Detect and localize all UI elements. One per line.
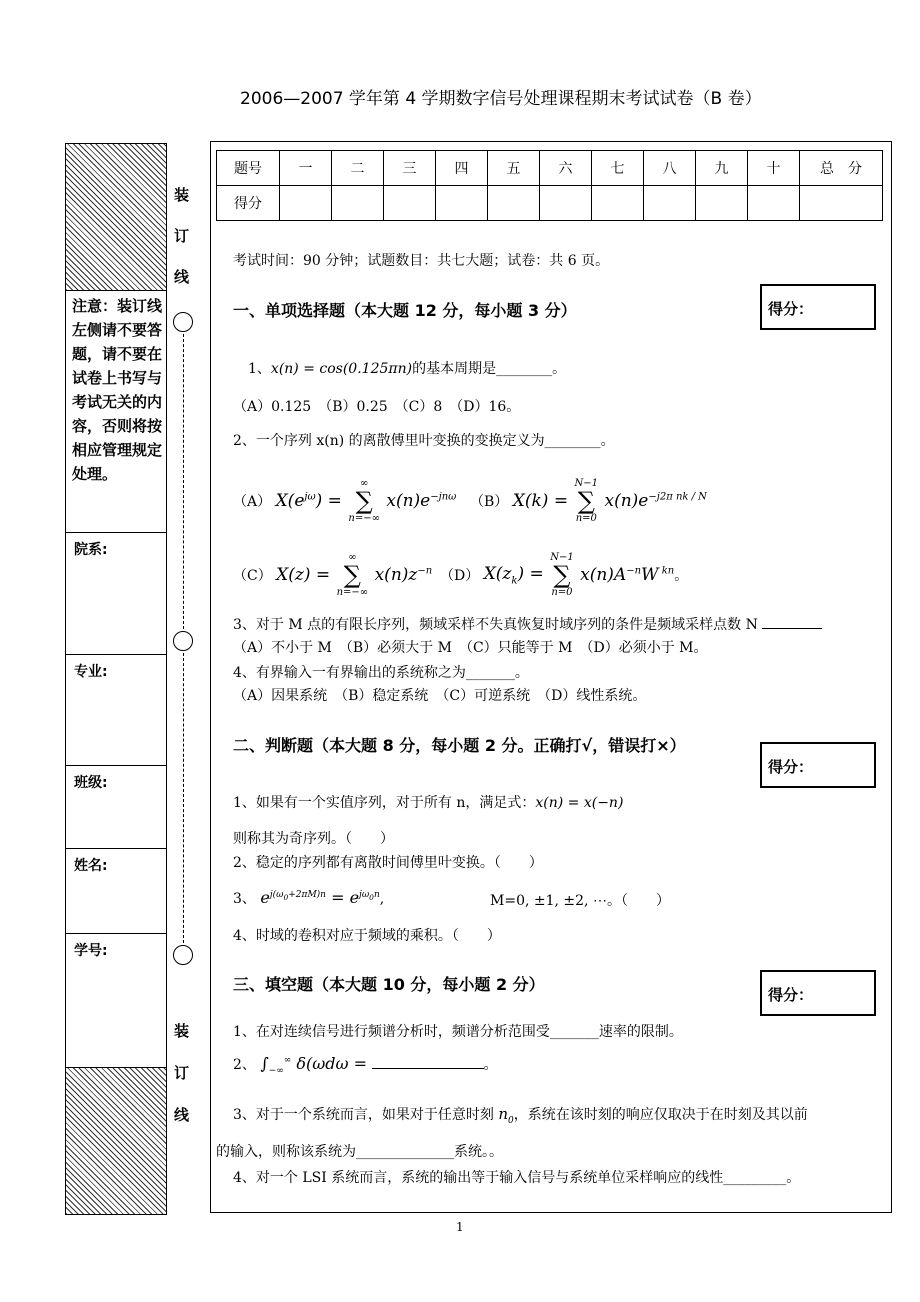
- s2-q4: 4、时域的卷积对应于频域的乘积。（ ）: [233, 928, 501, 944]
- score-table-label: 得分: [217, 186, 280, 221]
- score-cell[interactable]: [800, 186, 883, 221]
- section3-title: 三、填空题（本大题 10 分，每小题 2 分）: [233, 975, 545, 994]
- s3-q4: 4、对一个 LSI 系统而言，系统的输出等于输入信号与系统单位采样响应的线性_________。: [233, 1170, 801, 1186]
- score-cell[interactable]: [488, 186, 540, 221]
- s1-q2-option-c: （C） X(z) = ∞ ∑ n=−∞ $x(n)z^{-n}$: [233, 552, 433, 598]
- score-table-header: 三: [384, 151, 436, 186]
- score-table-header: 九: [696, 151, 748, 186]
- exam-info: 考试时间：90 分钟；试题数目：共七大题；试卷：共 6 页。: [233, 253, 610, 269]
- s3-q1: 1、在对连续信号进行频谱分析时，频谱分析范围受_______速率的限制。: [233, 1024, 683, 1040]
- binding-column: [65, 143, 167, 1215]
- binding-line: [183, 334, 184, 629]
- score-cell[interactable]: [644, 186, 696, 221]
- binding-char: 装: [174, 1022, 190, 1040]
- binding-char: 线: [174, 1106, 190, 1124]
- binding-hole-icon: [173, 312, 193, 332]
- score-cell[interactable]: [384, 186, 436, 221]
- score-cell[interactable]: [280, 186, 332, 221]
- binding-hole-icon: [173, 631, 193, 651]
- s1-q2-option-b: （B） X(k) = N−1 ∑ n=0 $x(n)e^{-j2\pi nk / N}$: [470, 478, 707, 524]
- s1-q2-option-d: （D） $X(z_k)$ = N−1 ∑ n=0 $x(n)A^{-n}W$ $^{kn}$。: [440, 552, 689, 598]
- binding-char: 订: [174, 227, 190, 245]
- score-table-header: 七: [592, 151, 644, 186]
- s1-q4-options: （A）因果系统 （B）稳定系统 （C）可逆系统 （D）线性系统。: [233, 688, 647, 704]
- s2-q2: 2、稳定的序列都有离散时间傅里叶变换。（ ）: [233, 855, 543, 871]
- major-field: 专业:: [66, 654, 166, 765]
- s2-q1: 1、如果有一个实值序列，对于所有 n，满足式：x(n) = x(−n): [233, 795, 624, 811]
- name-field: 姓名:: [66, 848, 166, 933]
- binding-char: 装: [174, 186, 190, 204]
- score-table-score-row: [217, 186, 883, 221]
- page-number: 1: [456, 1220, 464, 1234]
- score-cell[interactable]: [696, 186, 748, 221]
- answer-blank[interactable]: [762, 628, 822, 629]
- hatch-pattern-bottom: [66, 1067, 166, 1214]
- binding-notice: 注意：装订线左侧请不要答题，请不要在试卷上书写与考试无关的内容，否则将按相应管理规定处理。: [72, 297, 163, 483]
- score-table-header: 总 分: [800, 151, 883, 186]
- score-table-header: 十: [748, 151, 800, 186]
- exam-title: 2006—2007 学年第 4 学期数字信号处理课程期末考试试卷（B 卷）: [240, 89, 762, 109]
- score-table-header: 二: [332, 151, 384, 186]
- department-field: 院系:: [66, 532, 166, 654]
- section2-title: 二、判断题（本大题 8 分，每小题 2 分。正确打√，错误打×）: [233, 736, 686, 755]
- s1-q1-options: （A）0.125 （B）0.25 （C）8 （D）16。: [233, 399, 521, 415]
- binding-char: 线: [174, 268, 190, 286]
- answer-blank[interactable]: [372, 1068, 484, 1069]
- score-cell[interactable]: [436, 186, 488, 221]
- score-cell[interactable]: [540, 186, 592, 221]
- s3-q2: 2、 $\int_{-\infty}^\infty$ δ(ωdω = 。: [233, 1054, 498, 1077]
- binding-char: 订: [174, 1064, 190, 1082]
- s2-q3-range: M=0, ±1, ±2, ⋯。（ ）: [490, 893, 670, 909]
- score-table: [216, 150, 883, 221]
- hatch-pattern-top: [66, 144, 166, 291]
- score-cell[interactable]: [748, 186, 800, 221]
- s3-q3-cont: 的输入，则称该系统为______________系统。。: [216, 1144, 503, 1160]
- s1-q3: 3、对于 M 点的有限长序列，频域采样不失真恢复时域序列的条件是频域采样点数 N: [233, 614, 822, 634]
- score-cell[interactable]: [332, 186, 384, 221]
- score-table-header: 一: [280, 151, 332, 186]
- score-table-header: 四: [436, 151, 488, 186]
- s1-q3-options: （A）不小于 M （B）必须大于 M （C）只能等于 M （D）必须小于 M。: [233, 640, 708, 656]
- s2-q3: 3、 $e^{j(\omega_0+2\pi M)n} = e^{j\omega_0n}$,: [233, 888, 385, 907]
- s1-q1: 1、x(n) = cos(0.125πn)的基本周期是________。: [248, 361, 567, 377]
- section3-score-box[interactable]: 得分：: [760, 970, 876, 1016]
- s1-q2: 2、一个序列 x(n) 的离散傅里叶变换的变换定义为________。: [233, 433, 615, 449]
- binding-line: [183, 653, 184, 943]
- section1-title: 一、单项选择题（本大题 12 分，每小题 3 分）: [233, 301, 577, 320]
- class-field: 班级:: [66, 765, 166, 848]
- score-cell[interactable]: [592, 186, 644, 221]
- s2-q1-cont: 则称其为奇序列。（ ）: [233, 831, 394, 847]
- s1-q2-option-a: （A） $X(e^{j\omega})$ = ∞ ∑ n=−∞ $x(n)e^{-jn\omega}$: [233, 478, 457, 524]
- s1-q4: 4、有界输入一有界输出的系统称之为_______。: [233, 665, 529, 681]
- binding-hole-icon: [173, 945, 193, 965]
- student-id-field: 学号:: [66, 933, 166, 1070]
- section1-score-box[interactable]: 得分：: [760, 284, 876, 330]
- score-table-header: 五: [488, 151, 540, 186]
- score-table-header-row: [217, 151, 883, 186]
- section2-score-box[interactable]: 得分：: [760, 742, 876, 788]
- s3-q3: 3、对于一个系统而言，如果对于任意时刻 $n_0$，系统在该时刻的响应仅取决于在时刻及其以前: [233, 1105, 808, 1126]
- score-table-header: 六: [540, 151, 592, 186]
- score-table-header: 八: [644, 151, 696, 186]
- score-table-label: 题号: [217, 151, 280, 186]
